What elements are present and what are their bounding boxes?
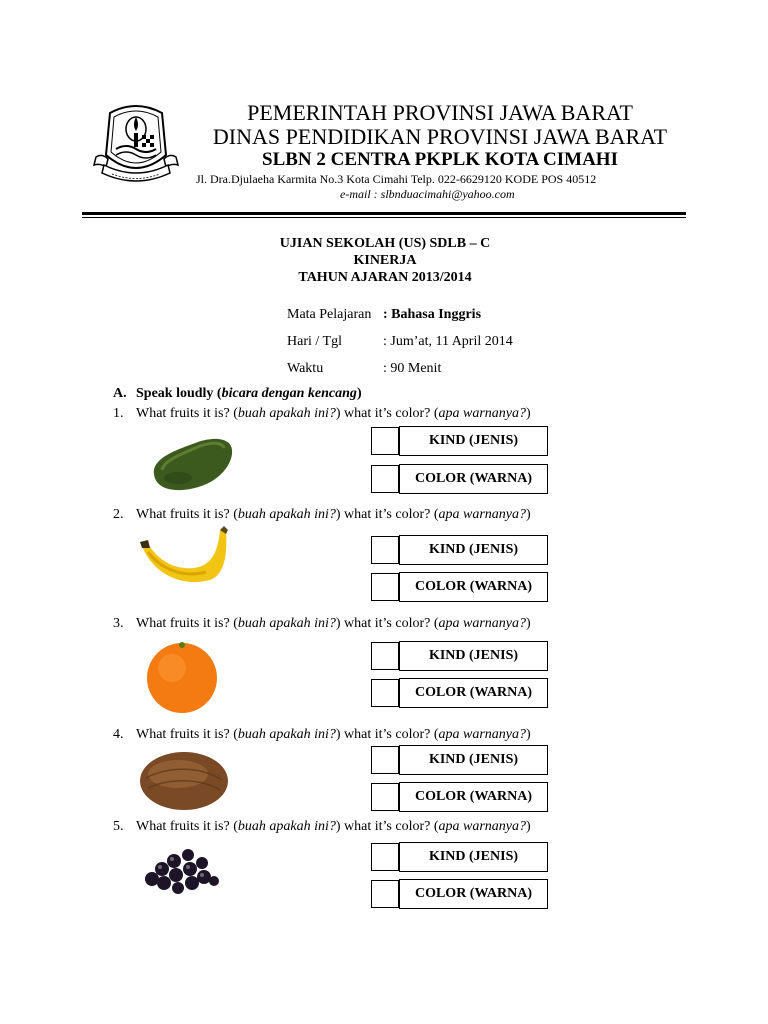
question-text-italic: buah apakah ini? (237, 727, 336, 742)
question-text-italic: buah apakah ini? (237, 819, 336, 834)
question-text: ) what it’s color? ( (335, 819, 439, 834)
info-label-time: Waktu (287, 361, 324, 376)
kind-answer-box[interactable]: KIND (JENIS) (399, 641, 548, 671)
section-title: Speak loudly ( (136, 386, 222, 401)
answer-checkbox-kind[interactable] (371, 746, 399, 774)
question-text: What fruits it is? ( (136, 406, 238, 421)
banana-icon (138, 526, 234, 596)
question-3 (113, 616, 531, 632)
question-number: 5. (113, 819, 124, 834)
west-java-emblem-icon (90, 95, 182, 187)
exam-school-year: TAHUN AJARAN 2013/2014 (298, 270, 472, 285)
info-value-time: : 90 Menit (383, 361, 442, 376)
answer-checkbox-color[interactable] (371, 465, 399, 493)
info-value-subject: : Bahasa Inggris (383, 307, 482, 322)
letterhead-divider-thick (82, 212, 686, 215)
question-text: What fruits it is? ( (136, 819, 238, 834)
section-title-italic: bicara dengan kencang (221, 386, 357, 401)
answer-checkbox-color[interactable] (371, 679, 399, 707)
answer-checkbox-color[interactable] (371, 880, 399, 908)
grapes-icon (140, 843, 220, 895)
question-text-italic: apa warnanya? (438, 616, 527, 631)
letterhead-divider-thin (82, 217, 686, 218)
section-title-end: ) (356, 386, 362, 401)
question-text: ) (526, 819, 531, 834)
avocado-icon (148, 430, 236, 494)
letterhead-school-name: SLBN 2 CENTRA PKPLK KOTA CIMAHI (262, 149, 618, 170)
kind-answer-box[interactable]: KIND (JENIS) (399, 535, 548, 565)
answer-checkbox-color[interactable] (371, 783, 399, 811)
exam-title: UJIAN SEKOLAH (US) SDLB – C (279, 236, 491, 251)
question-text-italic: apa warnanya? (438, 819, 527, 834)
question-text: ) what it’s color? ( (335, 616, 439, 631)
kind-answer-box[interactable]: KIND (JENIS) (399, 745, 548, 775)
question-number: 3. (113, 616, 124, 631)
orange-icon (144, 638, 220, 716)
question-text: ) (526, 727, 531, 742)
question-5 (113, 819, 531, 835)
question-text: What fruits it is? ( (136, 507, 238, 522)
question-text-italic: apa warnanya? (438, 507, 527, 522)
kind-answer-box[interactable]: KIND (JENIS) (399, 426, 548, 456)
letterhead-email: e-mail : slbnduacimahi@yahoo.com (340, 187, 515, 201)
question-text-italic: apa warnanya? (438, 406, 527, 421)
color-answer-box[interactable]: COLOR (WARNA) (399, 464, 548, 494)
question-text-italic: buah apakah ini? (237, 616, 336, 631)
question-text-italic: apa warnanya? (438, 727, 527, 742)
question-number: 2. (113, 507, 124, 522)
question-text: ) what it’s color? ( (335, 727, 439, 742)
question-text: ) (526, 406, 531, 421)
info-label-date: Hari / Tgl (287, 334, 342, 349)
coconut-icon (138, 750, 230, 812)
question-1 (113, 406, 531, 422)
section-letter: A. (113, 386, 127, 401)
question-text: ) what it’s color? ( (335, 507, 439, 522)
answer-checkbox-kind[interactable] (371, 642, 399, 670)
answer-checkbox-kind[interactable] (371, 536, 399, 564)
exam-subtitle: KINERJA (353, 253, 417, 268)
info-value-date: : Jum’at, 11 April 2014 (383, 334, 513, 349)
info-label-subject: Mata Pelajaran (287, 307, 372, 322)
question-4 (113, 727, 531, 743)
color-answer-box[interactable]: COLOR (WARNA) (399, 782, 548, 812)
question-text: What fruits it is? ( (136, 727, 238, 742)
question-text: ) (526, 616, 531, 631)
question-text: ) (526, 507, 531, 522)
letterhead-government-name: PEMERINTAH PROVINSI JAWA BARAT (247, 100, 633, 125)
letterhead-department-name: DINAS PENDIDIKAN PROVINSI JAWA BARAT (212, 124, 668, 149)
section-a-heading (113, 386, 362, 402)
answer-checkbox-color[interactable] (371, 573, 399, 601)
color-answer-box[interactable]: COLOR (WARNA) (399, 678, 548, 708)
color-answer-box[interactable]: COLOR (WARNA) (399, 572, 548, 602)
question-number: 1. (113, 406, 124, 421)
kind-answer-box[interactable]: KIND (JENIS) (399, 842, 548, 872)
answer-checkbox-kind[interactable] (371, 427, 399, 455)
question-2 (113, 507, 531, 523)
question-text-italic: buah apakah ini? (237, 507, 336, 522)
question-text-italic: buah apakah ini? (237, 406, 336, 421)
color-answer-box[interactable]: COLOR (WARNA) (399, 879, 548, 909)
question-number: 4. (113, 727, 124, 742)
question-text: ) what it’s color? ( (335, 406, 439, 421)
answer-checkbox-kind[interactable] (371, 843, 399, 871)
letterhead-address: Jl. Dra.Djulaeha Karmita No.3 Kota Cimahi Telp. 022-6629120 KODE POS 40512 (196, 172, 597, 186)
question-text: What fruits it is? ( (136, 616, 238, 631)
